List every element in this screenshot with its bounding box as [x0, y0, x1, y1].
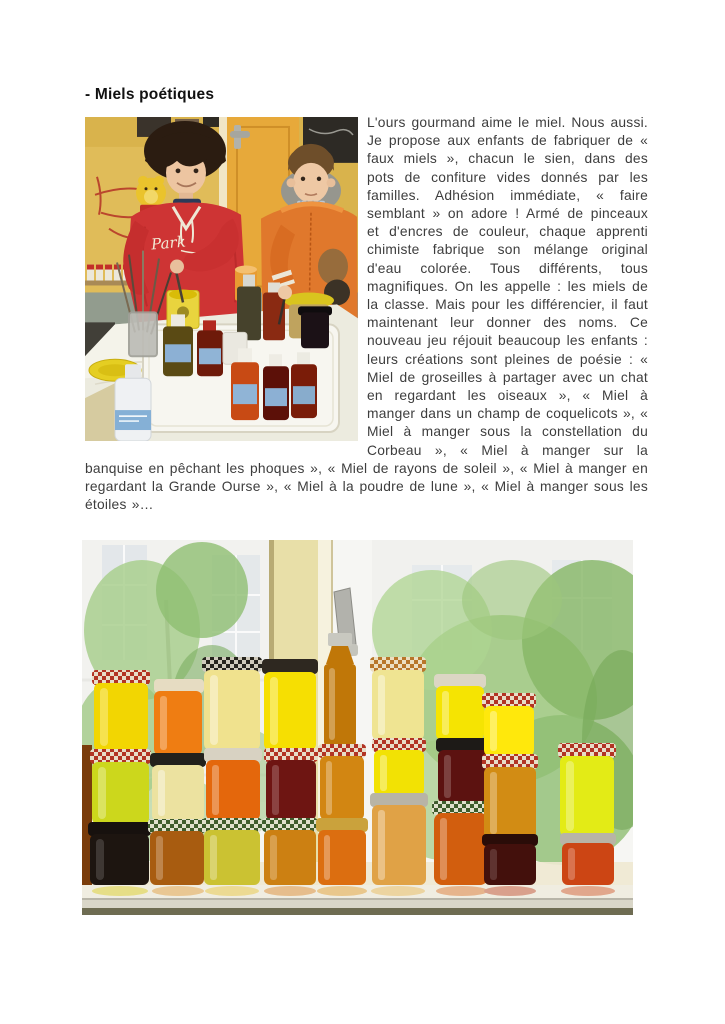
- classroom-photo-illustration: [85, 117, 358, 441]
- honey-jar: [560, 833, 616, 885]
- black-jar: [301, 312, 329, 348]
- honey-jar: [370, 793, 428, 885]
- honey-jars-photo: [82, 540, 633, 915]
- honey-jar: [316, 818, 368, 885]
- child-right-face: [293, 163, 329, 203]
- honey-jar: [436, 738, 490, 803]
- hoodie-script-text: Park: [150, 232, 187, 254]
- honey-jar: [262, 818, 318, 885]
- honey-jar: [262, 659, 318, 750]
- honey-jar: [558, 743, 616, 836]
- classroom-photo: [85, 117, 358, 441]
- honey-jar: [92, 670, 150, 751]
- honey-jar: [318, 744, 366, 820]
- honey-jar: [202, 818, 262, 885]
- honey-jar: [154, 679, 204, 755]
- honey-jar: [88, 822, 151, 885]
- honey-jar: [204, 748, 262, 820]
- honey-jar: [202, 657, 262, 750]
- honey-jar: [264, 748, 318, 820]
- page-heading: - Miels poétiques: [85, 86, 215, 103]
- honey-jar: [482, 834, 538, 885]
- honey-jar: [148, 819, 206, 885]
- honey-jar: [432, 801, 490, 885]
- honey-jar: [90, 749, 151, 824]
- article-body: [85, 114, 648, 915]
- honey-jar: [150, 753, 206, 821]
- honey-jar: [482, 754, 538, 839]
- honey-jar: [434, 674, 486, 740]
- honey-jar: [370, 657, 426, 740]
- honey-jar: [482, 693, 536, 756]
- honey-jars-illustration: [82, 540, 633, 915]
- honey-jar: [372, 738, 426, 796]
- article-paragraph: L'ours gourmand aime le miel. Nous aussi. Je propose aux enfants de fabriquer de « faux miels », chacun le sien, dans des pots de confiture vides donnés par les familles. Adhésion immédiate, « faire semblant » on adore ! Armé de pinceaux et d'encres de couleur, chaque apprenti chimiste fabrique son mélange original d'eau colorée. Tous différents, tous magnifiques. On les appelle : les miels de la classe. Mais pour les différencier, il faut maintenant leur donner des noms. Ce nouveau jeu réjouit beaucoup les enfants : leurs créations sont pleines de poésie : « Miel de groseilles à partager avec un chat en regardant les oiseaux », « Miel à manger dans un champ de coquelicots », « Miel à manger sous la constellation du Corbeau », « Miel à manger sur la banquise en pêchant les phoques », « Miel de rayons de soleil », « Miel à manger en regardant la Grande Ourse », « Miel à la poudre de lune », « Miel à manger sous les étoiles »…: [85, 115, 648, 513]
